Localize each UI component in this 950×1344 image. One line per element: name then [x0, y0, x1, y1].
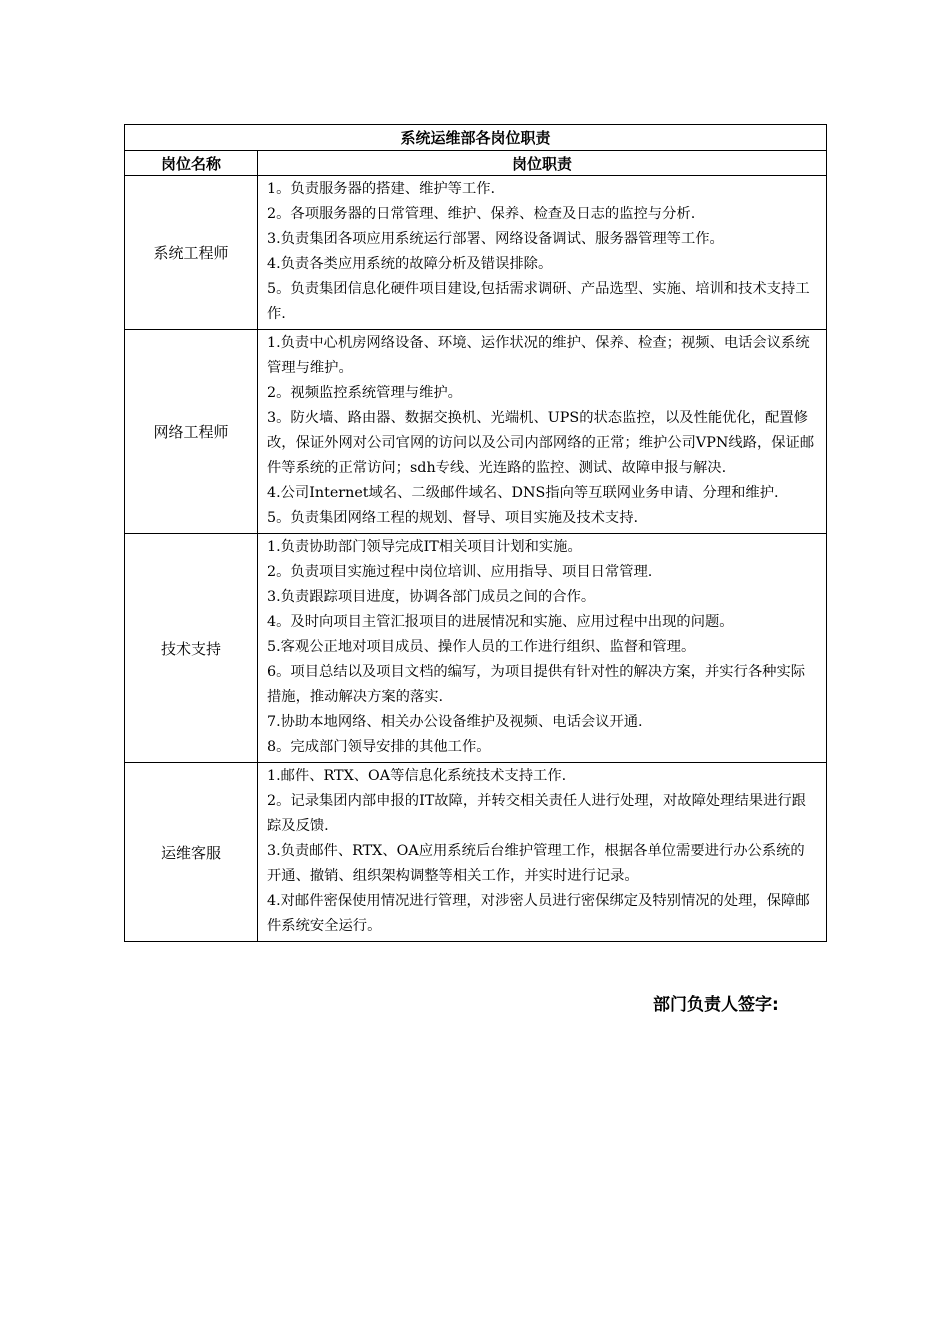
duties-table [124, 124, 827, 942]
table-row [125, 176, 827, 330]
signature-label: 部门负责人签字: [653, 995, 779, 1015]
duty-item: 5。负责集团网络工程的规划、督导、项目实施及技术支持. [267, 510, 639, 526]
position-name: 技术支持 [125, 534, 258, 763]
duty-item: 4.负责各类应用系统的故障分析及错误排除。 [267, 256, 553, 272]
duty-item: 1.负责中心机房网络设备、环境、运作状况的维护、保养、检查；视频、电话会议系统管理与维护。 [267, 335, 810, 376]
duty-item: 5.客观公正地对项目成员、操作人员的工作进行组织、监督和管理。 [267, 639, 696, 655]
position-name: 系统工程师 [125, 176, 258, 330]
duty-item: 3。防火墙、路由器、数据交换机、光端机、UPS的状态监控，以及性能优化，配置修改，保证外网对公司官网的访问以及公司内部网络的正常；维护公司VPN线路，保证邮件等系统的正常访问；sdh专线、光连路的监控、测试、故障申报与解决. [267, 410, 815, 476]
duties-cell [258, 330, 827, 534]
duty-item: 2。记录集团内部申报的IT故障，并转交相关责任人进行处理，对故障处理结果进行跟踪及反馈. [267, 793, 806, 834]
duty-item: 4.对邮件密保使用情况进行管理，对涉密人员进行密保绑定及特别情况的处理，保障邮件系统安全运行。 [267, 893, 810, 934]
duty-item: 3.负责邮件、RTX、OA应用系统后台维护管理工作，根据各单位需要进行办公系统的开通、撤销、组织架构调整等相关工作，并实时进行记录。 [267, 843, 805, 884]
table-row [125, 534, 827, 763]
table-header-row [125, 151, 827, 176]
duties-cell [258, 763, 827, 942]
duty-item: 2。负责项目实施过程中岗位培训、应用指导、项目日常管理. [267, 564, 653, 580]
duties-cell [258, 176, 827, 330]
header-duties: 岗位职责 [258, 151, 827, 176]
table-title-row [125, 125, 827, 151]
duty-item: 6。项目总结以及项目文档的编写，为项目提供有针对性的解决方案，并实行各种实际措施，推动解决方案的落实. [267, 664, 806, 705]
duty-item: 2。各项服务器的日常管理、维护、保养、检查及日志的监控与分析. [267, 206, 696, 222]
duty-item: 3.负责集团各项应用系统运行部署、网络设备调试、服务器管理等工作。 [267, 231, 724, 247]
position-name: 网络工程师 [125, 330, 258, 534]
duties-cell [258, 534, 827, 763]
duty-item: 7.协助本地网络、相关办公设备维护及视频、电话会议开通. [267, 714, 643, 730]
duty-item: 3.负责跟踪项目进度，协调各部门成员之间的合作。 [267, 589, 596, 605]
duty-item: 1.邮件、RTX、OA等信息化系统技术支持工作. [267, 768, 567, 784]
duty-item: 1.负责协助部门领导完成IT相关项目计划和实施。 [267, 539, 582, 555]
header-position: 岗位名称 [125, 151, 258, 176]
table-row [125, 330, 827, 534]
duty-item: 2。视频监控系统管理与维护。 [267, 385, 462, 401]
duty-item: 4.公司Internet域名、二级邮件域名、DNS指向等互联网业务申请、分理和维护. [267, 485, 779, 501]
position-name: 运维客服 [125, 763, 258, 942]
table-row [125, 763, 827, 942]
duty-item: 5。负责集团信息化硬件项目建设,包括需求调研、产品选型、实施、培训和技术支持工作. [267, 281, 810, 322]
duty-item: 4。及时向项目主管汇报项目的进展情况和实施、应用过程中出现的问题。 [267, 614, 734, 630]
duty-item: 1。负责服务器的搭建、维护等工作. [267, 181, 496, 197]
table-title: 系统运维部各岗位职责 [125, 125, 827, 151]
duty-item: 8。完成部门领导安排的其他工作。 [267, 739, 491, 755]
